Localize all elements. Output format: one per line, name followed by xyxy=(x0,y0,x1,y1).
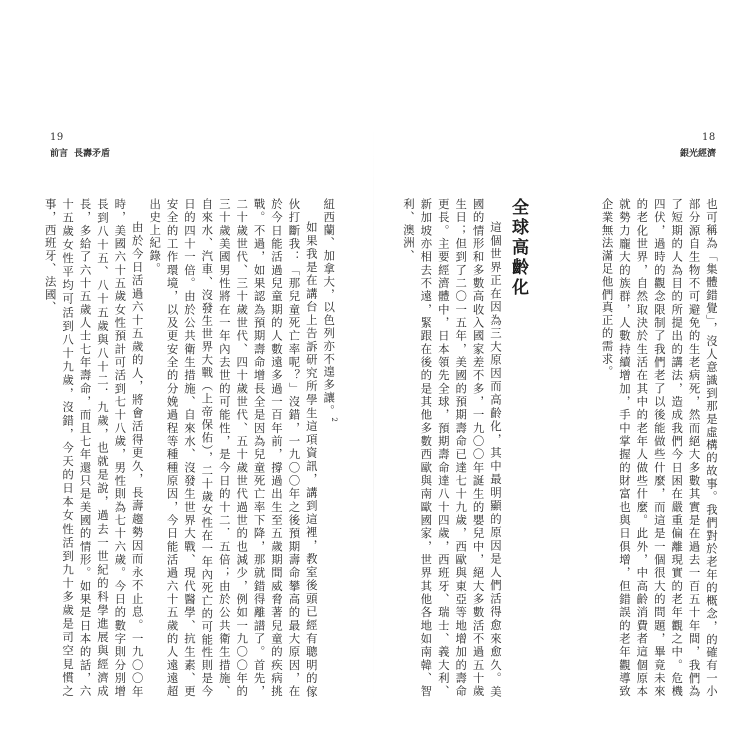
footnote-marker: 2 xyxy=(330,417,338,424)
paragraph: 紐西蘭、加拿大，以色列亦不遑多讓。$^2$ xyxy=(322,198,338,424)
section-heading: 全球高齡化 xyxy=(508,198,528,298)
running-head-part: 前言 xyxy=(50,149,69,159)
running-head-title: 長壽矛盾 xyxy=(74,149,111,159)
right-page-number: 18 xyxy=(702,132,716,143)
page-gutter xyxy=(373,120,374,710)
left-page-text xyxy=(43,198,342,698)
right-page-text-section xyxy=(396,198,504,698)
paragraph: 由於今日活過六十五歲的人，將會活得更久，長壽趨勢因而永不止息。一九〇〇年時，美國六十五歲女性預計可活到七十八歲，男性則為七十六歲。今日的數字則分別增長到八十五、八十五歲與八十二．九歲，也就是說，過去一世紀的科學進展與經濟成長，多給了六十五歲人士七年壽命，而且七年還只是美國的情形。如果是日本的話，六十五歲女性平均可活到八十九歲，沒錯，今天的日本女性活到九十多歲是司空見慣之事，西班牙、法國、 xyxy=(43,198,145,698)
paragraph: 也可稱為「集體錯覺」，沒人意識到那是虛構的故事。我們對於老年的概念，的確有一小部分源自生物不可避免的生老病死，然而絕大多數其實是在過去一百五十年間，我們為了短期的人為目的所提出的講法，造成我們今日困在嚴重偏離現實的老年觀之中。危機四伏，過時的觀念限制了我們老了以後能做些什麼，而這是一個很大的問題，畢竟未來的老化世界，自然取決於生活在其中的老年人做些什麼。此外，中高齡消費者這個原本就勢力龐大的族群，人數持續增加，手中掌握的財富也與日俱增，但錯誤的老年觀導致企業無法滿足他們真正的需求。 xyxy=(600,198,719,698)
right-page-text-intro xyxy=(576,198,720,698)
paragraph: 這個世界正在因為三大原因而高齡化，其中最明顯的原因是人們活得愈來愈久。美國的情形和多數高收入國家差不多，一九〇〇年誕生的嬰兒中，絕大多數活不過五十歲生日；但到了二〇一五年，美國的預期壽命已達七十九歲，西歐與東亞等地增加的壽命更長。主要經濟體中，日本領先全球，預期壽命達八十四歲，西班牙、瑞士、義大利、新加坡亦相去不遠，緊跟在後的是其他多數西歐與南歐國家，世界其他各地如南韓、智利、澳洲、 xyxy=(401,198,503,698)
left-page-number: 19 xyxy=(50,132,64,143)
right-running-head: 銀光經濟 xyxy=(680,149,717,159)
left-running-head xyxy=(50,146,116,159)
paragraph: 如果我是在講台上告訴研究所學生這項資訊，講到這裡，教室後頭已經有聰明的傢伙打斷我：「那兒童死亡率呢？」沒錯，一九〇〇年之後預期壽命攀高的最大原因，在於今日能活過兒童期的人數遠多過一百年前，撐過出生至五歲期間威脅著兒童的疾病挑戰。不過，如果認為預期壽命增長全是因為兒童死亡率下降，那就錯得離譜了。首先，二十歲世代、三十歲世代、四十歲世代、五十歲世代過世的也減少，例如一九〇〇年的三十歲美國男性將在一年內去世的可能性，是今日的十二．五倍；由於公共衛生措施、自來水、汽車、沒發生世界大戰（上帝保佑），二十歲女性在一年內死亡的可能性則是今日的四十一倍。由於公共衛生措施、自來水、沒發生世界大戰、現代醫學、抗生素、更安全的工作環境，以及更安全的分娩過程等種種原因，今日能活過六十五歲的人遠遠超出史上紀錄。 xyxy=(148,198,319,698)
